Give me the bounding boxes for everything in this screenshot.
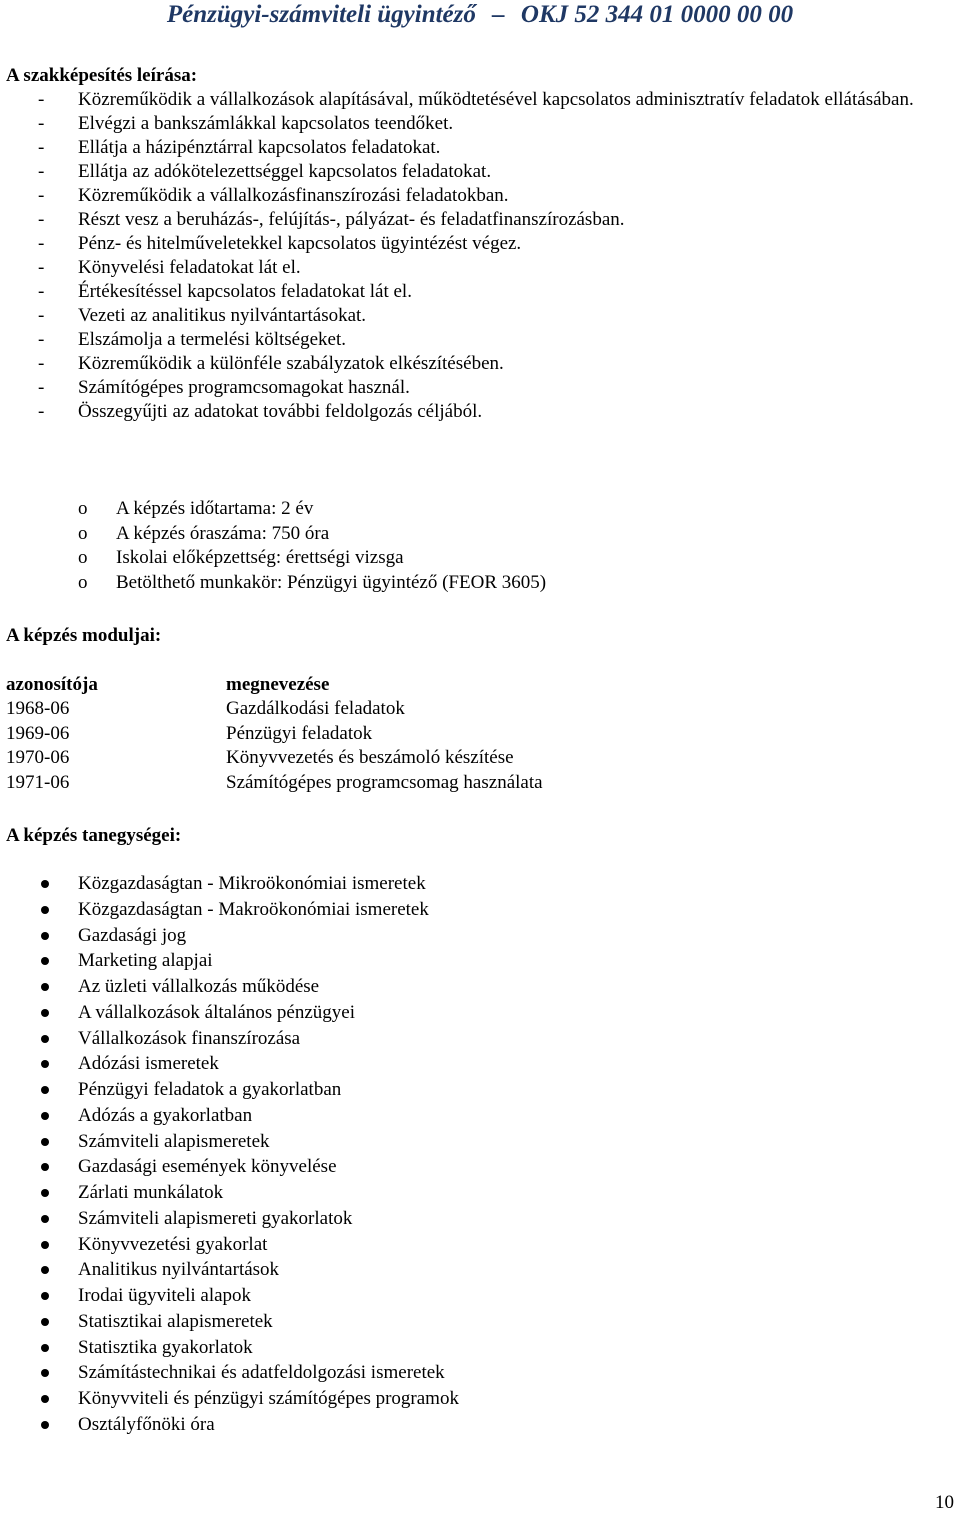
info-item xyxy=(0,571,546,596)
description-item-text: Közreműködik a vállalkozásfinanszírozási feladatokban. xyxy=(78,185,509,206)
info-item-text: Betölthető munkakör: Pénzügyi ügyintéző (FEOR 3605) xyxy=(116,571,547,593)
subject-text: Gazdasági események könyvelése xyxy=(78,1156,337,1178)
list-item xyxy=(0,1155,459,1181)
list-item xyxy=(0,1130,459,1156)
description-item-text: Ellátja az adókötelezettséggel kapcsolatos feladatokat. xyxy=(78,161,492,182)
dash-marker: - xyxy=(38,185,45,206)
description-item xyxy=(0,136,940,160)
table-row xyxy=(6,697,543,721)
bullet-icon xyxy=(0,1130,78,1156)
list-item xyxy=(0,924,459,950)
dash-marker: - xyxy=(38,233,45,254)
title-main: Pénzügyi-számviteli ügyintéző xyxy=(166,1,476,28)
info-item xyxy=(0,522,546,547)
list-item xyxy=(0,1336,459,1362)
subject-text: Marketing alapjai xyxy=(78,950,213,972)
description-item-text: Elvégzi a bankszámlákkal kapcsolatos teendőket. xyxy=(78,113,454,134)
bullet-icon xyxy=(0,898,78,924)
dash-marker: - xyxy=(38,89,45,110)
bullet-icon xyxy=(0,872,78,898)
circle-marker: o xyxy=(78,522,88,544)
description-item xyxy=(0,376,940,400)
description-item xyxy=(0,184,940,208)
subject-text: Könyvviteli és pénzügyi számítógépes programok xyxy=(78,1388,459,1409)
subject-text: Vállalkozások finanszírozása xyxy=(78,1027,301,1049)
subject-text: Osztályfőnöki óra xyxy=(78,1413,215,1435)
description-item-text: Pénz- és hitelműveletekkel kapcsolatos ügyintézést végez. xyxy=(78,233,522,254)
bullet-icon xyxy=(0,1104,78,1130)
table-row xyxy=(6,746,543,770)
description-item xyxy=(0,352,940,376)
list-item xyxy=(0,1258,459,1284)
title-dash: – xyxy=(492,1,505,28)
list-item xyxy=(0,1078,459,1104)
subjects-list xyxy=(0,872,459,1439)
module-name: Pénzügyi feladatok xyxy=(226,722,373,744)
list-item xyxy=(0,1104,459,1130)
list-item xyxy=(0,949,459,975)
bullet-icon xyxy=(0,1078,78,1104)
subject-text: Statisztika gyakorlatok xyxy=(78,1336,253,1358)
module-name: Számítógépes programcsomag használata xyxy=(226,771,543,793)
description-item-text: Összegyűjti az adatokat további feldolgozás céljából. xyxy=(78,401,483,422)
dash-marker: - xyxy=(38,137,45,158)
page-number: 10 xyxy=(935,1492,954,1513)
list-item xyxy=(0,975,459,1001)
list-item xyxy=(0,1284,459,1310)
subject-text: A vállalkozások általános pénzügyei xyxy=(78,1001,355,1023)
info-item xyxy=(0,497,546,522)
list-item xyxy=(0,872,459,898)
dash-marker: - xyxy=(38,377,45,398)
bullet-icon xyxy=(0,1052,78,1078)
list-item xyxy=(0,1310,459,1336)
list-item xyxy=(0,1027,459,1053)
description-item-text: Vezeti az analitikus nyilvántartásokat. xyxy=(78,305,367,326)
dash-marker: - xyxy=(38,281,45,302)
description-item xyxy=(0,232,940,256)
description-item-text: Elszámolja a termelési költségeket. xyxy=(78,329,347,350)
bullet-icon xyxy=(0,1310,78,1336)
modules-col-id-header: azonosítója xyxy=(6,674,98,695)
module-id: 1970-06 xyxy=(6,747,70,769)
bullet-icon xyxy=(0,924,78,950)
description-item-text: Közreműködik a vállalkozások alapításával, működtetésével kapcsolatos adminisztratív feladatok ellátásában. xyxy=(78,89,914,110)
bullet-icon xyxy=(0,1207,78,1233)
page-title xyxy=(0,0,960,30)
module-id: 1968-06 xyxy=(6,698,70,720)
info-list xyxy=(0,497,546,595)
module-id: 1969-06 xyxy=(6,722,70,744)
info-item-text: Iskolai előképzettség: érettségi vizsga xyxy=(116,547,404,568)
title-code: OKJ 52 344 01 0000 00 00 xyxy=(520,1,794,28)
circle-marker: o xyxy=(78,571,88,593)
description-item xyxy=(0,304,940,328)
info-item xyxy=(0,546,546,571)
module-id: 1971-06 xyxy=(6,771,70,793)
description-item xyxy=(0,400,940,424)
bullet-icon xyxy=(0,949,78,975)
bullet-icon xyxy=(0,1387,78,1413)
list-item xyxy=(0,1413,459,1439)
list-item xyxy=(0,1052,459,1078)
dash-marker: - xyxy=(38,209,45,230)
description-item xyxy=(0,280,940,304)
table-row xyxy=(6,722,543,746)
dash-marker: - xyxy=(38,329,45,350)
subject-text: Könyvvezetési gyakorlat xyxy=(78,1233,268,1255)
subject-text: Közgazdaságtan - Mikroökonómiai ismeretek xyxy=(78,873,426,894)
subject-text: Zárlati munkálatok xyxy=(78,1182,224,1203)
dash-marker: - xyxy=(38,401,45,422)
list-item xyxy=(0,1001,459,1027)
modules-col-name-header: megnevezése xyxy=(226,674,330,695)
bullet-icon xyxy=(0,1284,78,1310)
circle-marker: o xyxy=(78,498,88,519)
subject-text: Irodai ügyviteli alapok xyxy=(78,1285,252,1306)
bullet-icon xyxy=(0,1027,78,1053)
info-item-text: A képzés óraszáma: 750 óra xyxy=(116,522,330,544)
dash-marker: - xyxy=(38,161,45,182)
subject-text: Számítástechnikai és adatfeldolgozási ismeretek xyxy=(78,1362,445,1384)
subject-text: Számviteli alapismeretek xyxy=(78,1130,270,1152)
description-item-text: Részt vesz a beruházás-, felújítás-, pályázat- és feladatfinanszírozásban. xyxy=(78,209,625,230)
list-item xyxy=(0,1207,459,1233)
bullet-icon xyxy=(0,1258,78,1284)
description-item-text: Számítógépes programcsomagokat használ. xyxy=(78,377,410,398)
description-item xyxy=(0,88,940,112)
bullet-icon xyxy=(0,1181,78,1207)
module-name: Gazdálkodási feladatok xyxy=(226,698,405,720)
dash-marker: - xyxy=(38,257,45,278)
subject-text: Analitikus nyilvántartások xyxy=(78,1259,280,1281)
description-item-text: Értékesítéssel kapcsolatos feladatokat lát el. xyxy=(78,281,412,302)
list-item xyxy=(0,898,459,924)
bullet-icon xyxy=(0,1001,78,1027)
subject-text: Gazdasági jog xyxy=(78,924,187,946)
dash-marker: - xyxy=(38,353,45,374)
subjects-heading: A képzés tanegységei: xyxy=(6,825,182,846)
bullet-icon xyxy=(0,1361,78,1387)
description-item-text: Közreműködik a különféle szabályzatok elkészítésében. xyxy=(78,353,504,374)
bullet-icon xyxy=(0,1155,78,1181)
modules-table xyxy=(6,673,543,795)
description-item xyxy=(0,208,940,232)
bullet-icon xyxy=(0,1413,78,1439)
bullet-icon xyxy=(0,975,78,1001)
description-item xyxy=(0,160,940,184)
module-name: Könyvvezetés és beszámoló készítése xyxy=(226,747,514,769)
dash-marker: - xyxy=(38,305,45,326)
subject-text: Pénzügyi feladatok a gyakorlatban xyxy=(78,1079,342,1100)
subject-text: Statisztikai alapismeretek xyxy=(78,1310,273,1332)
description-item-text: Könyvelési feladatokat lát el. xyxy=(78,257,301,278)
subject-text: Számviteli alapismereti gyakorlatok xyxy=(78,1207,353,1229)
list-item xyxy=(0,1181,459,1207)
description-item xyxy=(0,256,940,280)
circle-marker: o xyxy=(78,547,88,568)
modules-header-row xyxy=(6,673,543,697)
dash-marker: - xyxy=(38,113,45,134)
table-row xyxy=(6,771,543,795)
description-item-text: Ellátja a házipénztárral kapcsolatos feladatokat. xyxy=(78,137,441,158)
list-item xyxy=(0,1361,459,1387)
info-item-text: A képzés időtartama: 2 év xyxy=(116,498,314,519)
bullet-icon xyxy=(0,1336,78,1362)
subject-text: Adózás a gyakorlatban xyxy=(78,1104,253,1126)
list-item xyxy=(0,1387,459,1413)
description-item xyxy=(0,328,940,352)
description-item xyxy=(0,112,940,136)
description-list xyxy=(0,88,940,424)
subject-text: Közgazdaságtan - Makroökonómiai ismeretek xyxy=(78,898,429,920)
bullet-icon xyxy=(0,1233,78,1259)
list-item xyxy=(0,1233,459,1259)
subject-text: Az üzleti vállalkozás működése xyxy=(78,976,320,997)
description-heading: A szakképesítés leírása: xyxy=(6,65,198,86)
subject-text: Adózási ismeretek xyxy=(78,1053,219,1075)
modules-heading: A képzés moduljai: xyxy=(6,625,162,646)
